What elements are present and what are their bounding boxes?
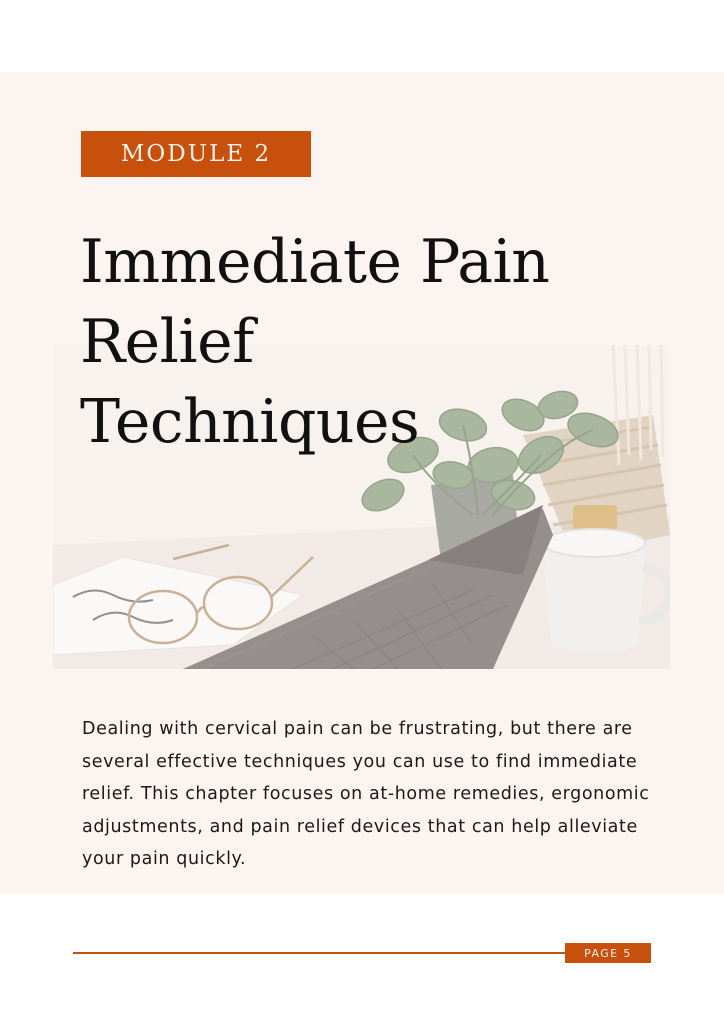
- page-number-badge: [565, 943, 651, 963]
- title-line-2: Relief: [80, 307, 254, 377]
- footer-divider: [73, 952, 573, 954]
- intro-paragraph: Dealing with cervical pain can be frustrating, but there are several effective techniques you can use to find immediate relief. This chapter focuses on at-home remedies, ergonomic adjustments, and pain relief devices that can help alleviate your pain quickly.: [82, 719, 650, 869]
- page-title: [80, 222, 680, 462]
- module-badge: [81, 131, 311, 177]
- title-line-3: Techniques: [80, 387, 420, 457]
- module-label: MODULE 2: [120, 141, 272, 167]
- title-line-1: Immediate Pain: [80, 227, 550, 297]
- page-number-label: PAGE 5: [584, 946, 632, 960]
